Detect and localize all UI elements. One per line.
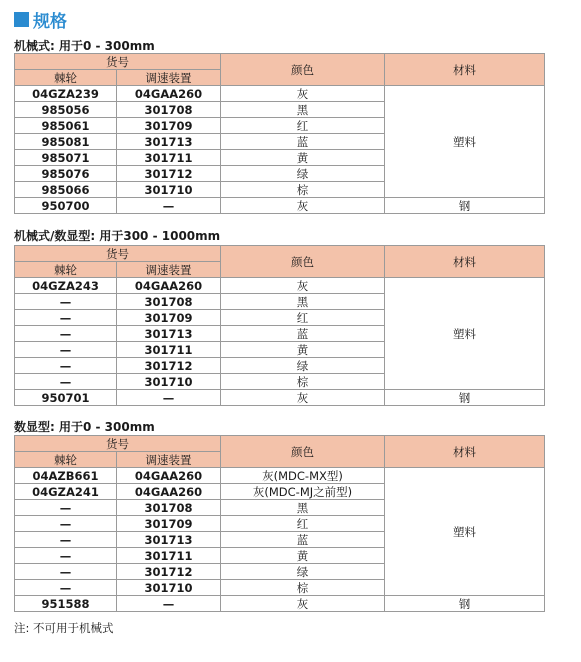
- spec-table: [14, 53, 545, 214]
- table-row: [15, 86, 545, 102]
- table-row: [15, 198, 545, 214]
- cell-color: 黄: [221, 150, 385, 166]
- header-adjuster: 调速装置: [117, 452, 221, 468]
- cell-color: 灰: [221, 86, 385, 102]
- cell-adjuster: 301708: [117, 294, 221, 310]
- cell-ratchet: 04GZA243: [15, 278, 117, 294]
- section-title: 机械式: 用于0 - 300mm: [14, 39, 155, 53]
- cell-ratchet: 985056: [15, 102, 117, 118]
- page-title: 规格: [33, 11, 67, 32]
- cell-ratchet: 950701: [15, 390, 117, 406]
- cell-material-steel: 钢: [385, 198, 545, 214]
- header-row: [15, 436, 545, 452]
- cell-adjuster: 301711: [117, 548, 221, 564]
- cell-adjuster: 301712: [117, 358, 221, 374]
- cell-adjuster: 04GAA260: [117, 484, 221, 500]
- cell-adjuster: —: [117, 198, 221, 214]
- cell-material-plastic: 塑料: [385, 468, 545, 596]
- footnote: 注: 不可用于机械式: [14, 621, 114, 635]
- cell-material-plastic: 塑料: [385, 86, 545, 198]
- header-material: 材料: [385, 436, 545, 468]
- header-row: [15, 54, 545, 70]
- header-ratchet: 棘轮: [15, 452, 117, 468]
- cell-ratchet: —: [15, 500, 117, 516]
- heading-square-icon: [14, 12, 29, 27]
- table-row: [15, 390, 545, 406]
- cell-adjuster: 301708: [117, 500, 221, 516]
- cell-color: 棕: [221, 182, 385, 198]
- cell-color: 红: [221, 118, 385, 134]
- cell-adjuster: 301709: [117, 310, 221, 326]
- cell-ratchet: 985071: [15, 150, 117, 166]
- header-part-no: 货号: [15, 436, 221, 452]
- cell-color: 绿: [221, 564, 385, 580]
- cell-adjuster: 301711: [117, 342, 221, 358]
- header-ratchet: 棘轮: [15, 70, 117, 86]
- cell-ratchet: —: [15, 342, 117, 358]
- cell-ratchet: —: [15, 516, 117, 532]
- cell-ratchet: 985081: [15, 134, 117, 150]
- cell-ratchet: 985076: [15, 166, 117, 182]
- cell-color: 红: [221, 516, 385, 532]
- cell-ratchet: —: [15, 532, 117, 548]
- header-color: 颜色: [221, 54, 385, 86]
- cell-color: 绿: [221, 358, 385, 374]
- header-material: 材料: [385, 54, 545, 86]
- cell-adjuster: 301712: [117, 564, 221, 580]
- cell-material-plastic: 塑料: [385, 278, 545, 390]
- cell-color: 黑: [221, 294, 385, 310]
- cell-color: 灰(MDC-MJ之前型): [221, 484, 385, 500]
- cell-ratchet: —: [15, 374, 117, 390]
- cell-color: 红: [221, 310, 385, 326]
- header-material: 材料: [385, 246, 545, 278]
- cell-ratchet: 951588: [15, 596, 117, 612]
- cell-adjuster: 301713: [117, 532, 221, 548]
- cell-adjuster: 301708: [117, 102, 221, 118]
- cell-color: 棕: [221, 580, 385, 596]
- table-row: [15, 278, 545, 294]
- cell-adjuster: 301709: [117, 516, 221, 532]
- cell-color: 灰(MDC-MX型): [221, 468, 385, 484]
- cell-adjuster: 301711: [117, 150, 221, 166]
- cell-ratchet: 04AZB661: [15, 468, 117, 484]
- header-color: 颜色: [221, 246, 385, 278]
- cell-ratchet: 950700: [15, 198, 117, 214]
- cell-adjuster: 04GAA260: [117, 468, 221, 484]
- header-adjuster: 调速装置: [117, 262, 221, 278]
- header-row: [15, 246, 545, 262]
- cell-adjuster: —: [117, 596, 221, 612]
- cell-color: 灰: [221, 390, 385, 406]
- table-row: [15, 596, 545, 612]
- cell-color: 黄: [221, 342, 385, 358]
- cell-color: 蓝: [221, 532, 385, 548]
- cell-adjuster: 301713: [117, 134, 221, 150]
- spec-table: [14, 435, 545, 612]
- cell-color: 黄: [221, 548, 385, 564]
- cell-adjuster: 04GAA260: [117, 86, 221, 102]
- header-part-no: 货号: [15, 54, 221, 70]
- header-color: 颜色: [221, 436, 385, 468]
- cell-adjuster: 301710: [117, 374, 221, 390]
- cell-ratchet: —: [15, 326, 117, 342]
- cell-ratchet: 04GZA239: [15, 86, 117, 102]
- cell-color: 灰: [221, 278, 385, 294]
- cell-color: 灰: [221, 596, 385, 612]
- cell-adjuster: 301713: [117, 326, 221, 342]
- section-title: 机械式/数显型: 用于300 - 1000mm: [14, 229, 221, 243]
- spec-table: [14, 245, 545, 406]
- cell-ratchet: 985066: [15, 182, 117, 198]
- section-title: 数显型: 用于0 - 300mm: [14, 420, 155, 434]
- header-adjuster: 调速装置: [117, 70, 221, 86]
- cell-ratchet: —: [15, 294, 117, 310]
- header-ratchet: 棘轮: [15, 262, 117, 278]
- cell-ratchet: 985061: [15, 118, 117, 134]
- header-part-no: 货号: [15, 246, 221, 262]
- cell-adjuster: 301712: [117, 166, 221, 182]
- cell-adjuster: 04GAA260: [117, 278, 221, 294]
- cell-adjuster: 301709: [117, 118, 221, 134]
- cell-color: 蓝: [221, 326, 385, 342]
- cell-ratchet: —: [15, 580, 117, 596]
- cell-color: 黑: [221, 500, 385, 516]
- table-row: [15, 468, 545, 484]
- cell-color: 黑: [221, 102, 385, 118]
- cell-color: 灰: [221, 198, 385, 214]
- cell-material-steel: 钢: [385, 596, 545, 612]
- page-heading: [14, 6, 67, 32]
- cell-adjuster: 301710: [117, 182, 221, 198]
- cell-color: 棕: [221, 374, 385, 390]
- cell-adjuster: 301710: [117, 580, 221, 596]
- cell-ratchet: —: [15, 358, 117, 374]
- cell-ratchet: —: [15, 564, 117, 580]
- cell-color: 绿: [221, 166, 385, 182]
- cell-ratchet: —: [15, 310, 117, 326]
- cell-material-steel: 钢: [385, 390, 545, 406]
- cell-adjuster: —: [117, 390, 221, 406]
- cell-ratchet: —: [15, 548, 117, 564]
- cell-ratchet: 04GZA241: [15, 484, 117, 500]
- cell-color: 蓝: [221, 134, 385, 150]
